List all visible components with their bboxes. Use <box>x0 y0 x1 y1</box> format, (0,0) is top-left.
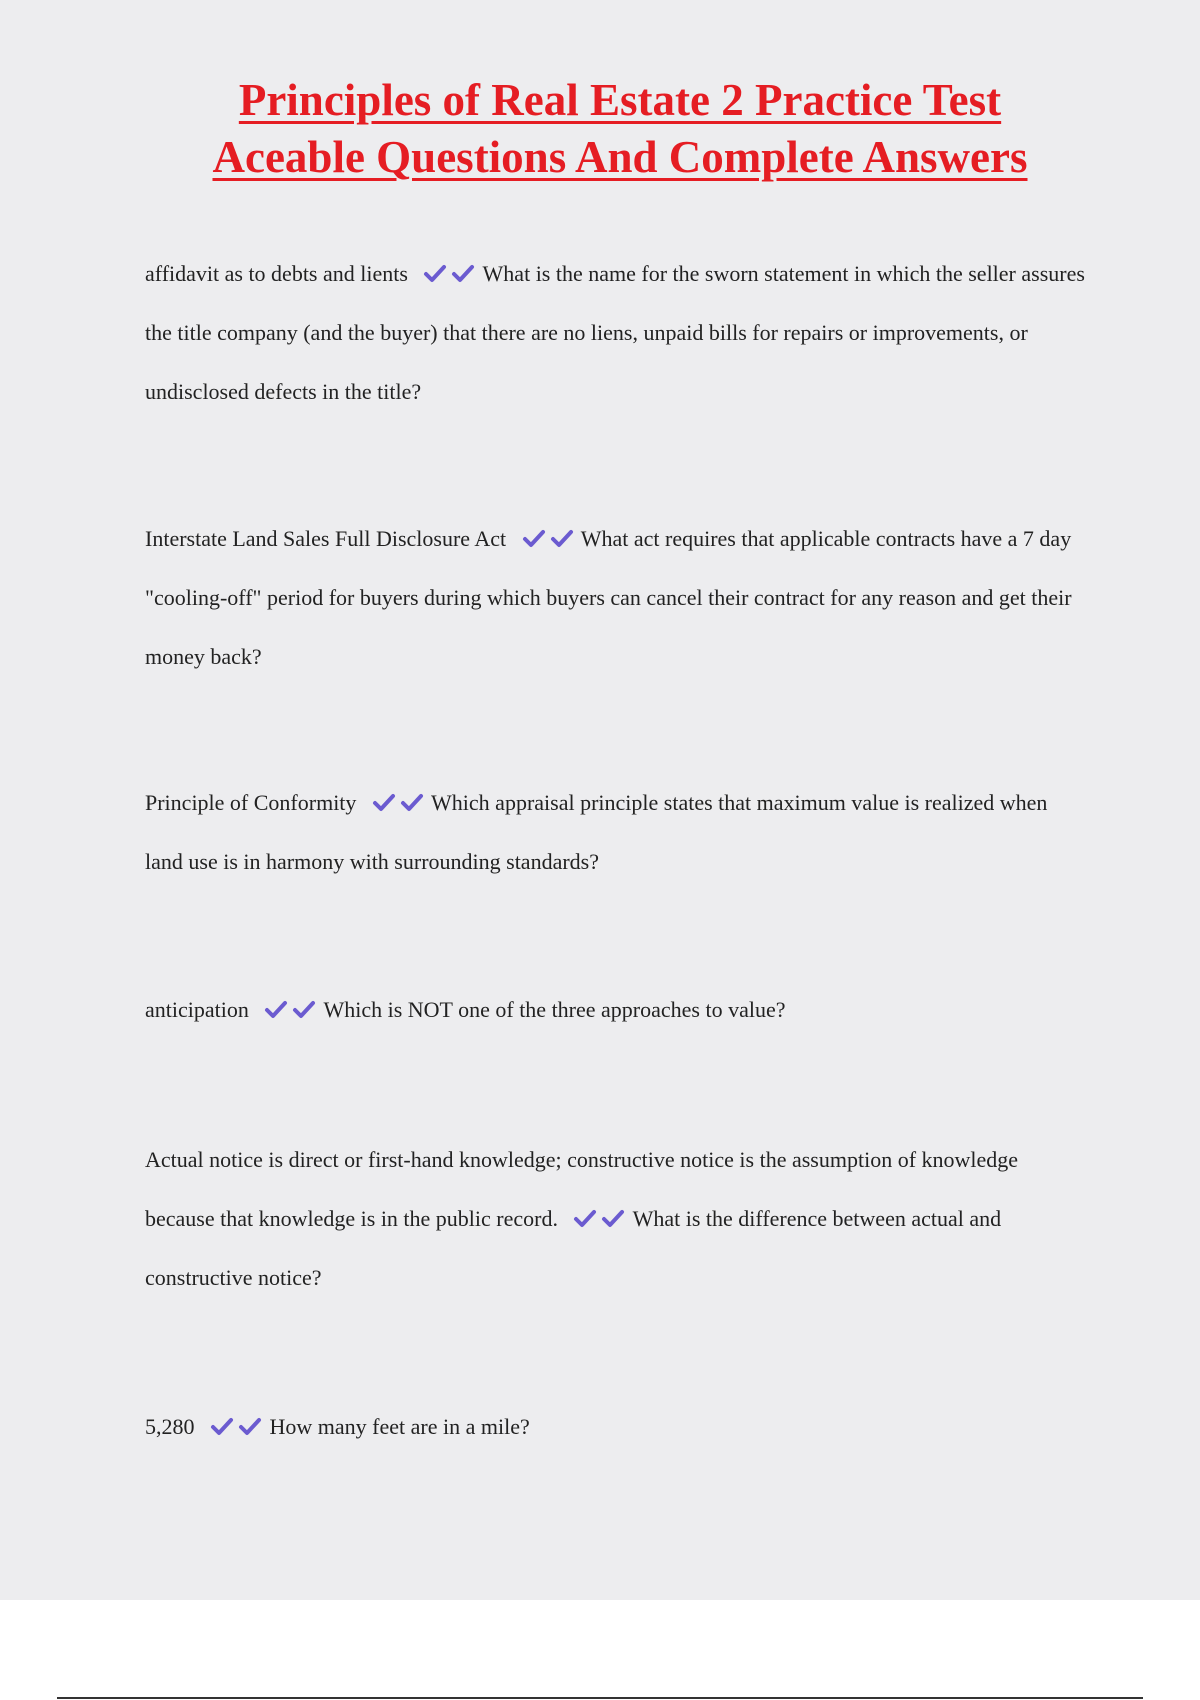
check-icon <box>372 791 396 813</box>
qa-item <box>145 773 1090 891</box>
question-text: What act requires that applicable contracts have a 7 day "cooling-off" period for buyers during which buyers can cancel their contract for any reason and get their money back? <box>145 526 1072 669</box>
qa-item <box>145 1130 1090 1307</box>
answer-text: 5,280 <box>145 1414 195 1439</box>
question-text: How many feet are in a mile? <box>269 1414 530 1439</box>
check-icon <box>292 998 316 1020</box>
answer-text: Actual notice is direct or first-hand knowledge; constructive notice is the assumption of knowledge because that knowledge is in the public record. <box>145 1147 1019 1231</box>
qa-item <box>145 980 1090 1039</box>
answer-text: Principle of Conformity <box>145 790 357 815</box>
qa-item <box>145 244 1090 421</box>
answer-text: affidavit as to debts and lients <box>145 261 408 286</box>
check-icon <box>522 527 546 549</box>
check-icon <box>210 1415 234 1437</box>
qa-item <box>145 1397 1090 1456</box>
check-icon <box>264 998 288 1020</box>
question-text: What is the name for the sworn statement in which the seller assures the title company (and the buyer) that there are no liens, unpaid bills for repairs or improvements, or undisclosed defects in the title? <box>145 261 1085 404</box>
check-icon <box>400 791 424 813</box>
check-icon <box>423 262 447 284</box>
question-text: What is the difference between actual and constructive notice? <box>145 1206 1002 1290</box>
check-icon <box>550 527 574 549</box>
check-icon <box>601 1207 625 1229</box>
question-text: Which is NOT one of the three approaches to value? <box>323 997 786 1022</box>
answer-text: Interstate Land Sales Full Disclosure Act <box>145 526 507 551</box>
footer-divider <box>57 1697 1143 1699</box>
check-icon <box>573 1207 597 1229</box>
title-line-2: Aceable Questions And Complete Answers <box>212 132 1028 182</box>
check-icon <box>238 1415 262 1437</box>
document-title <box>0 72 1200 186</box>
check-icon <box>451 262 475 284</box>
qa-item <box>145 509 1090 686</box>
answer-text: anticipation <box>145 997 249 1022</box>
question-text: Which appraisal principle states that maximum value is realized when land use is in harmony with surrounding standards? <box>145 790 1048 874</box>
title-line-1: Principles of Real Estate 2 Practice Test <box>238 75 1002 125</box>
